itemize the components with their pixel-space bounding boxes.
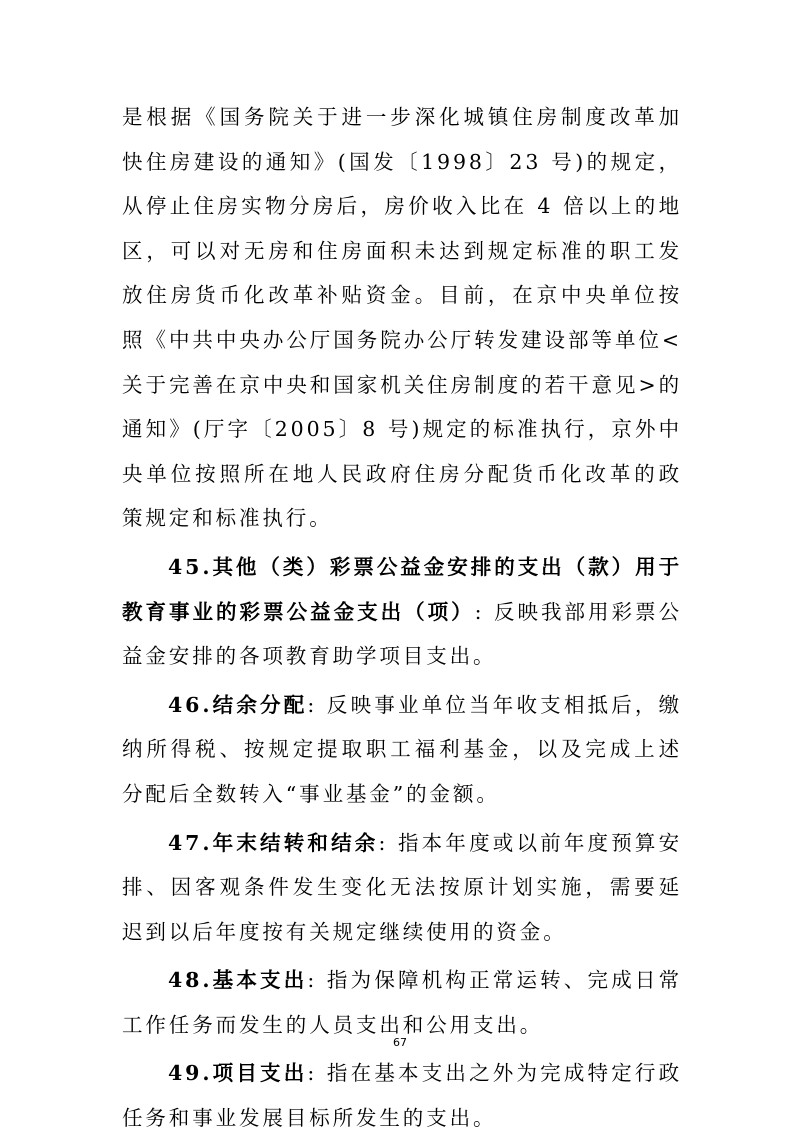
- item-47-paragraph: [122, 821, 682, 955]
- item-47-description: : 指本年度或以前年度预算安排、因客观条件发生变化无法按原计划实施，需要延迟到以后年度按有关规定继续使用的资金。: [122, 830, 682, 944]
- item-45-term: 45.其他（类）彩票公益金安排的支出（款）用于教育事业的彩票公益金支出（项）: [122, 554, 682, 624]
- item-48-term: 48.基本支出: [168, 968, 308, 993]
- item-46-paragraph: [122, 683, 682, 817]
- item-49-paragraph: [122, 1051, 682, 1140]
- item-49-term: 49.项目支出: [168, 1061, 308, 1086]
- item-45-paragraph: [122, 545, 682, 679]
- item-49-description: : 指在基本支出之外为完成特定行政任务和事业发展目标所发生的支出。: [122, 1061, 682, 1131]
- item-46-term: 46.结余分配: [168, 692, 308, 717]
- page-number: 67: [393, 1036, 407, 1049]
- item-47-term: 47.年末结转和结余: [168, 830, 379, 855]
- body-text: [122, 95, 682, 1141]
- intro-paragraph: 是根据《国务院关于进一步深化城镇住房制度改革加快住房建设的通知》(国发〔1998〕23 号)的规定，从停止住房实物分房后，房价收入比在 4 倍以上的地区，可以对无房和住房面积未达到规定标准的职工发放住房货币化改革补贴资金。目前，在京中央单位按照《中共中央办公厅国务院办公厅转发建设部等单位<关于完善在京中央和国家机关住房制度的若干意见>的通知》(厅字〔2005〕8 号)规定的标准执行，京外中央单位按照所在地人民政府住房分配货币化改革的政策规定和标准执行。: [122, 105, 682, 531]
- item-48-paragraph: [122, 958, 682, 1047]
- item-46-description: : 反映事业单位当年收支相抵后，缴纳所得税、按规定提取职工福利基金，以及完成上述分配后全数转入“事业基金”的金额。: [122, 692, 682, 806]
- item-45-description: : 反映我部用彩票公益金安排的各项教育助学项目支出。: [122, 599, 682, 669]
- item-48-description: : 指为保障机构正常运转、完成日常工作任务而发生的人员支出和公用支出。: [122, 968, 682, 1037]
